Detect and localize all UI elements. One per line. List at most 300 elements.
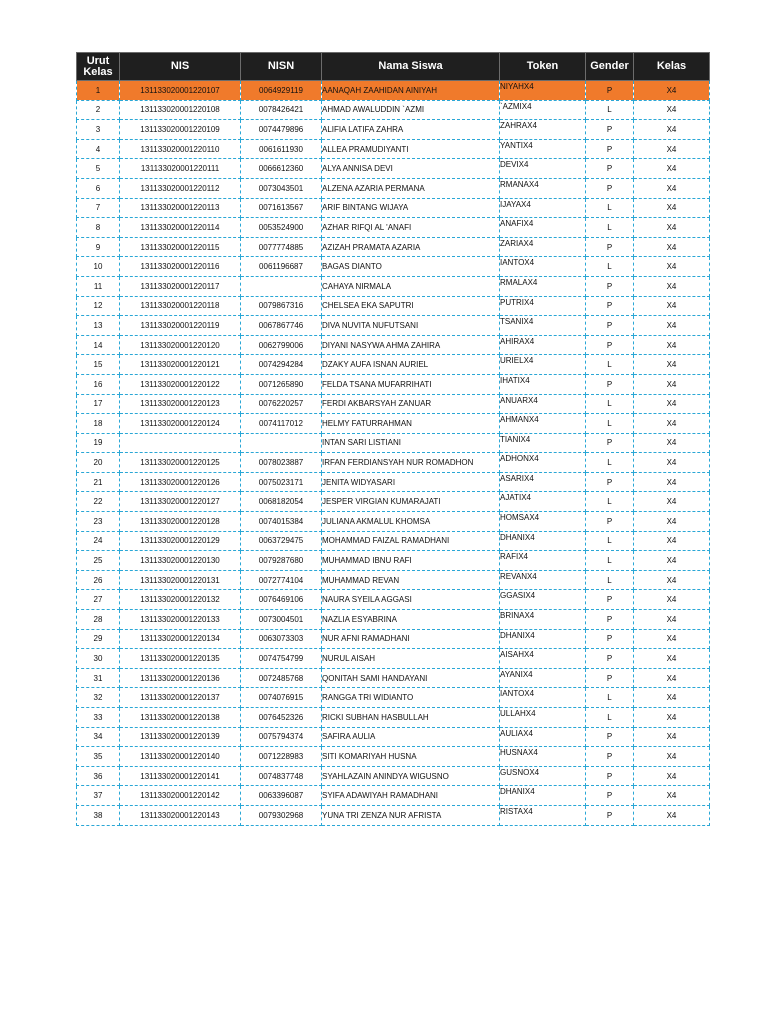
cell-token: NIYAHX4 bbox=[500, 81, 586, 101]
cell-nisn: 0074837748 bbox=[241, 766, 322, 786]
cell-nisn: 0071265890 bbox=[241, 374, 322, 394]
cell-nisn: 0074076915 bbox=[241, 688, 322, 708]
cell-gender: P bbox=[586, 237, 634, 257]
header-urut-kelas bbox=[77, 53, 120, 81]
table-row[interactable] bbox=[77, 237, 710, 257]
cell-urut: 38 bbox=[77, 805, 120, 825]
cell-gender: P bbox=[586, 668, 634, 688]
cell-nis bbox=[120, 433, 241, 453]
table-row[interactable] bbox=[77, 414, 710, 434]
cell-nama-siswa: CAHAYA NIRMALA bbox=[322, 276, 500, 296]
cell-kelas: X4 bbox=[634, 551, 710, 571]
table-row[interactable] bbox=[77, 805, 710, 825]
cell-urut: 5 bbox=[77, 159, 120, 179]
cell-token: PUTRIX4 bbox=[500, 296, 586, 316]
cell-kelas: X4 bbox=[634, 531, 710, 551]
cell-gender: P bbox=[586, 512, 634, 532]
cell-nis: 131133020001220116 bbox=[120, 257, 241, 277]
header-urut-line2: Kelas bbox=[83, 65, 113, 78]
cell-nama-siswa: SAFIRA AULIA bbox=[322, 727, 500, 747]
cell-nisn: 0075794374 bbox=[241, 727, 322, 747]
cell-nisn: 0061611930 bbox=[241, 139, 322, 159]
table-row[interactable] bbox=[77, 159, 710, 179]
cell-urut: 33 bbox=[77, 708, 120, 728]
cell-token: TIANIX4 bbox=[500, 433, 586, 453]
cell-kelas: X4 bbox=[634, 296, 710, 316]
cell-nis: 131133020001220115 bbox=[120, 237, 241, 257]
cell-gender: L bbox=[586, 453, 634, 473]
cell-gender: L bbox=[586, 414, 634, 434]
header-urut-line1: Urut bbox=[86, 54, 110, 67]
cell-nis: 131133020001220118 bbox=[120, 296, 241, 316]
cell-nis: 131133020001220142 bbox=[120, 786, 241, 806]
cell-nama-siswa: DIYANI NASYWA AHMA ZAHIRA bbox=[322, 335, 500, 355]
cell-kelas: X4 bbox=[634, 433, 710, 453]
cell-nama-siswa: JENITA WIDYASARI bbox=[322, 472, 500, 492]
cell-nama-siswa: MOHAMMAD FAIZAL RAMADHANI bbox=[322, 531, 500, 551]
table-row[interactable] bbox=[77, 610, 710, 630]
cell-nis: 131133020001220114 bbox=[120, 218, 241, 238]
cell-nis: 131133020001220122 bbox=[120, 374, 241, 394]
table-row[interactable] bbox=[77, 257, 710, 277]
cell-gender: P bbox=[586, 296, 634, 316]
cell-nama-siswa: RICKI SUBHAN HASBULLAH bbox=[322, 708, 500, 728]
cell-nisn: 0067867746 bbox=[241, 316, 322, 336]
cell-gender: P bbox=[586, 316, 634, 336]
cell-nama-siswa: AZHAR RIFQI AL 'ANAFI bbox=[322, 218, 500, 238]
cell-nis: 131133020001220123 bbox=[120, 394, 241, 414]
cell-urut: 2 bbox=[77, 100, 120, 120]
cell-token: RMANAX4 bbox=[500, 178, 586, 198]
cell-kelas: X4 bbox=[634, 198, 710, 218]
cell-gender: P bbox=[586, 276, 634, 296]
table-row[interactable] bbox=[77, 198, 710, 218]
header-kelas: Kelas bbox=[634, 53, 710, 81]
cell-nama-siswa: DZAKY AUFA ISNAN AURIEL bbox=[322, 355, 500, 375]
cell-kelas: X4 bbox=[634, 512, 710, 532]
cell-kelas: X4 bbox=[634, 374, 710, 394]
cell-token: RAFIX4 bbox=[500, 551, 586, 571]
table-row[interactable] bbox=[77, 178, 710, 198]
cell-gender: P bbox=[586, 433, 634, 453]
cell-nis: 131133020001220140 bbox=[120, 747, 241, 767]
cell-token: AYANIX4 bbox=[500, 668, 586, 688]
table-row[interactable] bbox=[77, 433, 710, 453]
cell-nama-siswa: AANAQAH ZAAHIDAN AINIYAH bbox=[322, 81, 500, 101]
cell-nisn: 0079867316 bbox=[241, 296, 322, 316]
table-row[interactable] bbox=[77, 766, 710, 786]
cell-gender: P bbox=[586, 629, 634, 649]
cell-gender: L bbox=[586, 531, 634, 551]
cell-gender: P bbox=[586, 766, 634, 786]
table-row[interactable] bbox=[77, 120, 710, 140]
cell-gender: P bbox=[586, 120, 634, 140]
cell-urut: 14 bbox=[77, 335, 120, 355]
cell-urut: 18 bbox=[77, 414, 120, 434]
cell-nis: 131133020001220129 bbox=[120, 531, 241, 551]
header-nisn: NISN bbox=[241, 53, 322, 81]
cell-kelas: X4 bbox=[634, 805, 710, 825]
cell-nisn bbox=[241, 276, 322, 296]
cell-kelas: X4 bbox=[634, 786, 710, 806]
cell-kelas: X4 bbox=[634, 747, 710, 767]
cell-nama-siswa: JULIANA AKMALUL KHOMSA bbox=[322, 512, 500, 532]
cell-nisn: 0075023171 bbox=[241, 472, 322, 492]
cell-nis: 131133020001220110 bbox=[120, 139, 241, 159]
cell-nisn: 0066612360 bbox=[241, 159, 322, 179]
cell-token: ZAHRAX4 bbox=[500, 120, 586, 140]
cell-gender: L bbox=[586, 100, 634, 120]
cell-nama-siswa: NUR AFNI RAMADHANI bbox=[322, 629, 500, 649]
student-roster-table bbox=[76, 52, 710, 826]
cell-nisn: 0071228983 bbox=[241, 747, 322, 767]
cell-gender: L bbox=[586, 218, 634, 238]
table-row[interactable] bbox=[77, 472, 710, 492]
cell-urut: 31 bbox=[77, 668, 120, 688]
cell-nisn: 0076452326 bbox=[241, 708, 322, 728]
cell-token: DHANIX4 bbox=[500, 629, 586, 649]
cell-urut: 9 bbox=[77, 237, 120, 257]
cell-gender: P bbox=[586, 747, 634, 767]
cell-nisn: 0072485768 bbox=[241, 668, 322, 688]
cell-nama-siswa: BAGAS DIANTO bbox=[322, 257, 500, 277]
cell-gender: L bbox=[586, 492, 634, 512]
table-row[interactable] bbox=[77, 374, 710, 394]
cell-kelas: X4 bbox=[634, 355, 710, 375]
table-row[interactable] bbox=[77, 394, 710, 414]
cell-token: AHMANX4 bbox=[500, 414, 586, 434]
table-row[interactable] bbox=[77, 335, 710, 355]
cell-urut: 15 bbox=[77, 355, 120, 375]
cell-token: AULIAX4 bbox=[500, 727, 586, 747]
header-nama-siswa: Nama Siswa bbox=[322, 53, 500, 81]
cell-kelas: X4 bbox=[634, 100, 710, 120]
table-row[interactable] bbox=[77, 296, 710, 316]
cell-kelas: X4 bbox=[634, 335, 710, 355]
cell-token: HOMSAX4 bbox=[500, 512, 586, 532]
cell-nisn: 0068182054 bbox=[241, 492, 322, 512]
table-row[interactable] bbox=[77, 629, 710, 649]
cell-urut: 6 bbox=[77, 178, 120, 198]
cell-nisn: 0071613567 bbox=[241, 198, 322, 218]
cell-nis: 131133020001220143 bbox=[120, 805, 241, 825]
cell-nama-siswa: QONITAH SAMI HANDAYANI bbox=[322, 668, 500, 688]
cell-nisn: 0079287680 bbox=[241, 551, 322, 571]
cell-gender: P bbox=[586, 649, 634, 669]
cell-token: REVANX4 bbox=[500, 570, 586, 590]
cell-nis: 131133020001220141 bbox=[120, 766, 241, 786]
cell-gender: L bbox=[586, 198, 634, 218]
cell-nisn: 0074294284 bbox=[241, 355, 322, 375]
cell-token: ZARIAX4 bbox=[500, 237, 586, 257]
cell-nisn: 0074117012 bbox=[241, 414, 322, 434]
cell-nama-siswa: DIVA NUVITA NUFUTSANI bbox=[322, 316, 500, 336]
cell-nis: 131133020001220111 bbox=[120, 159, 241, 179]
cell-gender: P bbox=[586, 335, 634, 355]
cell-gender: L bbox=[586, 394, 634, 414]
cell-token: AHIRAX4 bbox=[500, 335, 586, 355]
cell-nisn: 0062799006 bbox=[241, 335, 322, 355]
cell-nis: 131133020001220137 bbox=[120, 688, 241, 708]
cell-gender: P bbox=[586, 610, 634, 630]
cell-urut: 8 bbox=[77, 218, 120, 238]
cell-urut: 36 bbox=[77, 766, 120, 786]
cell-gender: L bbox=[586, 355, 634, 375]
cell-nama-siswa: JESPER VIRGIAN KUMARAJATI bbox=[322, 492, 500, 512]
cell-gender: P bbox=[586, 590, 634, 610]
cell-nis: 131133020001220133 bbox=[120, 610, 241, 630]
cell-nis: 131133020001220126 bbox=[120, 472, 241, 492]
cell-nis: 131133020001220135 bbox=[120, 649, 241, 669]
table-row[interactable] bbox=[77, 218, 710, 238]
cell-urut: 21 bbox=[77, 472, 120, 492]
cell-gender: L bbox=[586, 688, 634, 708]
cell-nis: 131133020001220108 bbox=[120, 100, 241, 120]
cell-gender: P bbox=[586, 139, 634, 159]
cell-kelas: X4 bbox=[634, 120, 710, 140]
cell-kelas: X4 bbox=[634, 394, 710, 414]
cell-nisn: 0074015384 bbox=[241, 512, 322, 532]
cell-urut: 20 bbox=[77, 453, 120, 473]
cell-gender: L bbox=[586, 570, 634, 590]
table-row[interactable] bbox=[77, 688, 710, 708]
cell-kelas: X4 bbox=[634, 492, 710, 512]
header-nis: NIS bbox=[120, 53, 241, 81]
cell-nama-siswa: MUHAMMAD REVAN bbox=[322, 570, 500, 590]
cell-nama-siswa: INTAN SARI LISTIANI bbox=[322, 433, 500, 453]
cell-kelas: X4 bbox=[634, 414, 710, 434]
cell-nama-siswa: NAURA SYEILA AGGASI bbox=[322, 590, 500, 610]
cell-urut: 1 bbox=[77, 81, 120, 101]
header-token: Token bbox=[500, 53, 586, 81]
cell-kelas: X4 bbox=[634, 81, 710, 101]
cell-urut: 24 bbox=[77, 531, 120, 551]
cell-kelas: X4 bbox=[634, 649, 710, 669]
header-gender: Gender bbox=[586, 53, 634, 81]
table-row[interactable] bbox=[77, 453, 710, 473]
cell-kelas: X4 bbox=[634, 139, 710, 159]
cell-kelas: X4 bbox=[634, 668, 710, 688]
cell-nama-siswa: ALIFIA LATIFA ZAHRA bbox=[322, 120, 500, 140]
table-row[interactable] bbox=[77, 570, 710, 590]
table-row[interactable] bbox=[77, 512, 710, 532]
cell-token: IANTOX4 bbox=[500, 688, 586, 708]
cell-nama-siswa: SYAHLAZAIN ANINDYA WIGUSNO bbox=[322, 766, 500, 786]
cell-nis: 131133020001220131 bbox=[120, 570, 241, 590]
cell-kelas: X4 bbox=[634, 610, 710, 630]
table-row[interactable] bbox=[77, 81, 710, 101]
cell-token: TSANIX4 bbox=[500, 316, 586, 336]
cell-token: ANUARX4 bbox=[500, 394, 586, 414]
cell-gender: P bbox=[586, 805, 634, 825]
cell-nama-siswa: NURUL AISAH bbox=[322, 649, 500, 669]
cell-urut: 29 bbox=[77, 629, 120, 649]
cell-urut: 3 bbox=[77, 120, 120, 140]
cell-nisn: 0079302968 bbox=[241, 805, 322, 825]
cell-urut: 25 bbox=[77, 551, 120, 571]
cell-nama-siswa: IRFAN FERDIANSYAH NUR ROMADHON bbox=[322, 453, 500, 473]
cell-nama-siswa: NAZLIA ESYABRINA bbox=[322, 610, 500, 630]
cell-token: GUSNOX4 bbox=[500, 766, 586, 786]
table-row[interactable] bbox=[77, 727, 710, 747]
cell-kelas: X4 bbox=[634, 316, 710, 336]
cell-token: IANTOX4 bbox=[500, 257, 586, 277]
cell-kelas: X4 bbox=[634, 570, 710, 590]
cell-gender: P bbox=[586, 472, 634, 492]
cell-nama-siswa: SITI KOMARIYAH HUSNA bbox=[322, 747, 500, 767]
cell-nisn: 0063396087 bbox=[241, 786, 322, 806]
cell-kelas: X4 bbox=[634, 727, 710, 747]
cell-nis: 131133020001220119 bbox=[120, 316, 241, 336]
cell-gender: L bbox=[586, 551, 634, 571]
cell-token: DHANIX4 bbox=[500, 531, 586, 551]
cell-nis: 131133020001220127 bbox=[120, 492, 241, 512]
cell-nis: 131133020001220134 bbox=[120, 629, 241, 649]
cell-nama-siswa: ARIF BINTANG WIJAYA bbox=[322, 198, 500, 218]
table-body bbox=[77, 81, 710, 826]
table-row[interactable] bbox=[77, 590, 710, 610]
cell-urut: 32 bbox=[77, 688, 120, 708]
cell-nama-siswa: ALZENA AZARIA PERMANA bbox=[322, 178, 500, 198]
cell-kelas: X4 bbox=[634, 708, 710, 728]
cell-urut: 10 bbox=[77, 257, 120, 277]
cell-urut: 13 bbox=[77, 316, 120, 336]
cell-kelas: X4 bbox=[634, 276, 710, 296]
cell-nisn: 0073004501 bbox=[241, 610, 322, 630]
cell-gender: L bbox=[586, 257, 634, 277]
cell-gender: P bbox=[586, 178, 634, 198]
cell-token: GGASIX4 bbox=[500, 590, 586, 610]
cell-nisn: 0063073303 bbox=[241, 629, 322, 649]
cell-token: RMALAX4 bbox=[500, 276, 586, 296]
cell-kelas: X4 bbox=[634, 159, 710, 179]
cell-nis: 131133020001220121 bbox=[120, 355, 241, 375]
cell-gender: P bbox=[586, 727, 634, 747]
table-row[interactable] bbox=[77, 100, 710, 120]
cell-nis: 131133020001220128 bbox=[120, 512, 241, 532]
table-row[interactable] bbox=[77, 747, 710, 767]
cell-kelas: X4 bbox=[634, 688, 710, 708]
cell-kelas: X4 bbox=[634, 237, 710, 257]
cell-urut: 16 bbox=[77, 374, 120, 394]
cell-gender: P bbox=[586, 159, 634, 179]
cell-nama-siswa: ALYA ANNISA DEVI bbox=[322, 159, 500, 179]
cell-nis: 131133020001220136 bbox=[120, 668, 241, 688]
cell-nama-siswa: AHMAD AWALUDDIN `AZMI bbox=[322, 100, 500, 120]
table-row[interactable] bbox=[77, 531, 710, 551]
table-row[interactable] bbox=[77, 786, 710, 806]
cell-nis: 131133020001220107 bbox=[120, 81, 241, 101]
cell-kelas: X4 bbox=[634, 472, 710, 492]
table-row[interactable] bbox=[77, 139, 710, 159]
cell-token: HUSNAX4 bbox=[500, 747, 586, 767]
cell-nisn: 0077774885 bbox=[241, 237, 322, 257]
cell-nisn: 0076220257 bbox=[241, 394, 322, 414]
cell-urut: 30 bbox=[77, 649, 120, 669]
cell-kelas: X4 bbox=[634, 629, 710, 649]
cell-token: RISTAX4 bbox=[500, 805, 586, 825]
cell-nis: 131133020001220120 bbox=[120, 335, 241, 355]
cell-nis: 131133020001220124 bbox=[120, 414, 241, 434]
cell-token: AJATIX4 bbox=[500, 492, 586, 512]
cell-nis: 131133020001220113 bbox=[120, 198, 241, 218]
cell-token: IJAYAX4 bbox=[500, 198, 586, 218]
table-row[interactable] bbox=[77, 551, 710, 571]
cell-token: URIELX4 bbox=[500, 355, 586, 375]
cell-nisn bbox=[241, 433, 322, 453]
table-row[interactable] bbox=[77, 649, 710, 669]
cell-nisn: 0073043501 bbox=[241, 178, 322, 198]
cell-urut: 19 bbox=[77, 433, 120, 453]
cell-urut: 11 bbox=[77, 276, 120, 296]
table-row[interactable] bbox=[77, 276, 710, 296]
cell-nama-siswa: FELDA TSANA MUFARRIHATI bbox=[322, 374, 500, 394]
cell-nama-siswa: HELMY FATURRAHMAN bbox=[322, 414, 500, 434]
cell-token: IHATIX4 bbox=[500, 374, 586, 394]
cell-nama-siswa: CHELSEA EKA SAPUTRI bbox=[322, 296, 500, 316]
cell-nama-siswa: YUNA TRI ZENZA NUR AFRISTA bbox=[322, 805, 500, 825]
cell-kelas: X4 bbox=[634, 178, 710, 198]
table-row[interactable] bbox=[77, 492, 710, 512]
cell-token: ANAFIX4 bbox=[500, 218, 586, 238]
cell-nama-siswa: SYIFA ADAWIYAH RAMADHANI bbox=[322, 786, 500, 806]
cell-token: ULLAHX4 bbox=[500, 708, 586, 728]
cell-nisn: 0078426421 bbox=[241, 100, 322, 120]
cell-gender: P bbox=[586, 786, 634, 806]
cell-nisn: 0053524900 bbox=[241, 218, 322, 238]
cell-gender: P bbox=[586, 374, 634, 394]
cell-nisn: 0072774104 bbox=[241, 570, 322, 590]
table-row[interactable] bbox=[77, 708, 710, 728]
cell-nisn: 0063729475 bbox=[241, 531, 322, 551]
cell-nama-siswa: ALLEA PRAMUDIYANTI bbox=[322, 139, 500, 159]
cell-token: DHANIX4 bbox=[500, 786, 586, 806]
cell-kelas: X4 bbox=[634, 766, 710, 786]
table-row[interactable] bbox=[77, 316, 710, 336]
cell-token: ADHONX4 bbox=[500, 453, 586, 473]
cell-urut: 34 bbox=[77, 727, 120, 747]
cell-urut: 35 bbox=[77, 747, 120, 767]
cell-kelas: X4 bbox=[634, 453, 710, 473]
cell-urut: 7 bbox=[77, 198, 120, 218]
cell-nis: 131133020001220125 bbox=[120, 453, 241, 473]
cell-nis: 131133020001220117 bbox=[120, 276, 241, 296]
cell-urut: 23 bbox=[77, 512, 120, 532]
cell-urut: 22 bbox=[77, 492, 120, 512]
cell-token: BRINAX4 bbox=[500, 610, 586, 630]
cell-nisn: 0074754799 bbox=[241, 649, 322, 669]
cell-nama-siswa: FERDI AKBARSYAH ZANUAR bbox=[322, 394, 500, 414]
cell-gender: L bbox=[586, 708, 634, 728]
cell-nis: 131133020001220132 bbox=[120, 590, 241, 610]
cell-nisn: 0076469106 bbox=[241, 590, 322, 610]
cell-urut: 28 bbox=[77, 610, 120, 630]
cell-urut: 26 bbox=[77, 570, 120, 590]
cell-nis: 131133020001220109 bbox=[120, 120, 241, 140]
table-row[interactable] bbox=[77, 668, 710, 688]
cell-token: DEVIX4 bbox=[500, 159, 586, 179]
cell-nis: 131133020001220138 bbox=[120, 708, 241, 728]
cell-nis: 131133020001220139 bbox=[120, 727, 241, 747]
cell-nisn: 0078023887 bbox=[241, 453, 322, 473]
cell-urut: 27 bbox=[77, 590, 120, 610]
table-row[interactable] bbox=[77, 355, 710, 375]
cell-nis: 131133020001220112 bbox=[120, 178, 241, 198]
cell-token: ASARIX4 bbox=[500, 472, 586, 492]
cell-nama-siswa: RANGGA TRI WIDIANTO bbox=[322, 688, 500, 708]
cell-token: YANTIX4 bbox=[500, 139, 586, 159]
cell-gender: P bbox=[586, 81, 634, 101]
